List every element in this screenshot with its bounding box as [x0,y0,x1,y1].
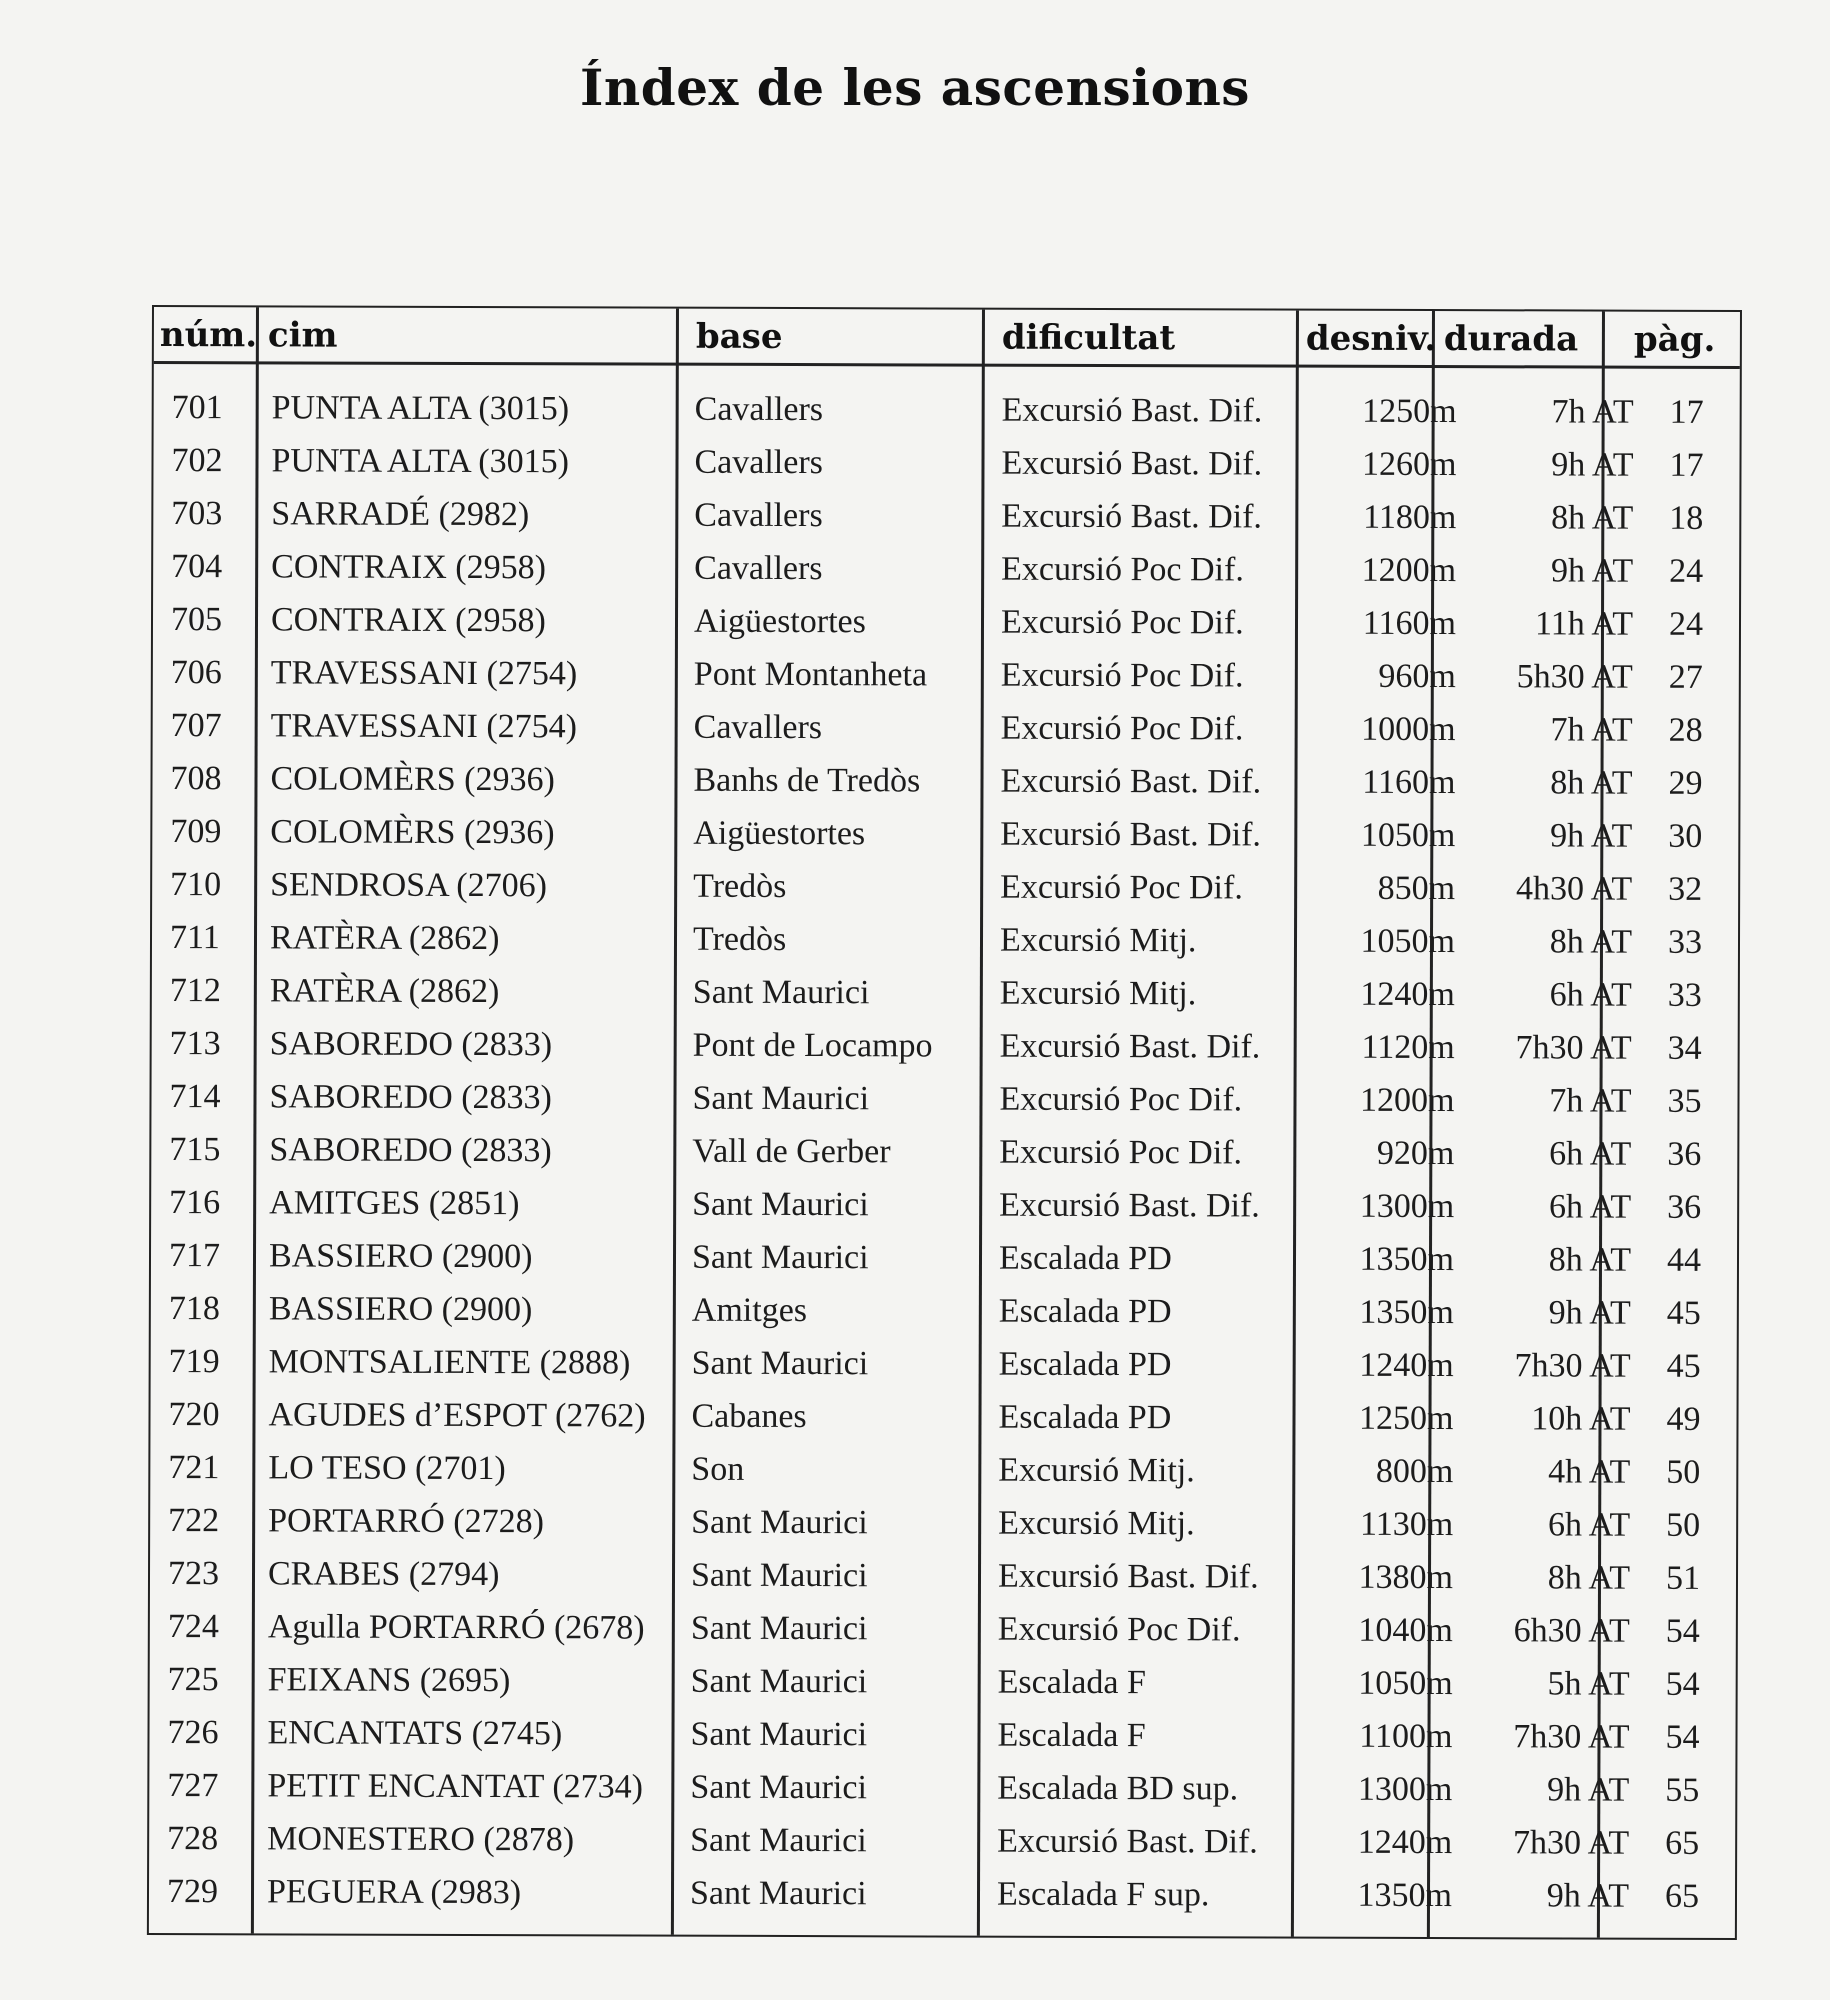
cell-desniv: 1250m [1358,1399,1454,1438]
cell-num: 701 [171,389,223,427]
table-row [152,1017,1738,1075]
cell-desniv: 1050m [1358,1664,1453,1703]
header-divider [154,361,1740,368]
table-row [153,540,1739,598]
cell-base: Son [691,1450,745,1488]
table-row [151,1176,1737,1234]
cell-durada: 8h AT [1550,764,1633,802]
cell-durada: 8h AT [1549,923,1633,961]
cell-base: Sant Maurici [690,1768,867,1807]
cell-cim: FEIXANS (2695) [267,1661,511,1700]
cell-durada: 6h AT [1549,1135,1632,1173]
cell-base: Cavallers [693,708,823,747]
cell-base: Sant Maurici [690,1715,868,1754]
cell-pag: 24 [1669,552,1704,590]
table-row [151,1229,1737,1287]
cell-base: Cabanes [691,1397,807,1436]
cell-cim: TRAVESSANI (2754) [270,654,578,693]
cell-num: 703 [171,495,223,533]
table-row [152,805,1738,863]
cell-durada: 6h AT [1547,1506,1631,1544]
cell-cim: SENDROSA (2706) [270,866,547,905]
cell-dificultat: Escalada PD [998,1398,1172,1437]
cell-base: Sant Maurici [690,1821,867,1860]
cell-dificultat: Excursió Bast. Dif. [1001,391,1263,430]
cell-cim: AMITGES (2851) [269,1184,520,1223]
cell-durada: 9h AT [1547,1771,1630,1809]
cell-cim: LO TESO (2701) [268,1449,506,1488]
cell-dificultat: Escalada F [997,1663,1146,1702]
cell-durada: 9h AT [1548,1294,1631,1332]
cell-durada: 10h AT [1531,1400,1631,1438]
cell-dificultat: Excursió Poc Dif. [1000,868,1243,907]
header-durada: durada [1443,319,1579,360]
cell-desniv: 1180m [1363,498,1457,537]
cell-num: 727 [167,1767,219,1805]
cell-base: Cavallers [694,549,823,588]
cell-base: Aigüestortes [693,814,866,853]
table-row [150,1441,1736,1499]
cell-pag: 45 [1666,1347,1701,1385]
cell-pag: 36 [1667,1135,1702,1173]
cell-base: Pont Montanheta [693,655,928,694]
cell-desniv: 1040m [1358,1611,1453,1650]
cell-pag: 24 [1668,605,1704,643]
table-row [149,1706,1735,1764]
cell-durada: 9h AT [1546,1877,1630,1915]
cell-num: 724 [167,1608,219,1646]
cell-cim: ENCANTATS (2745) [267,1714,563,1753]
cell-pag: 54 [1665,1718,1700,1756]
cell-dificultat: Excursió Bast. Dif. [1001,497,1263,536]
cell-pag: 30 [1668,817,1703,855]
cell-base: Vall de Gerber [692,1132,891,1171]
cell-cim: PUNTA ALTA (3015) [271,389,570,428]
cell-durada: 6h AT [1548,1188,1632,1226]
table-row [152,911,1738,969]
cell-durada: 11h AT [1535,605,1634,643]
cell-durada: 7h30 AT [1512,1824,1630,1862]
cell-base: Tredòs [693,867,787,905]
cell-cim: CONTRAIX (2958) [271,548,547,587]
cell-base: Sant Maurici [691,1344,869,1383]
cell-pag: 17 [1669,393,1704,431]
cell-pag: 29 [1668,764,1703,802]
cell-pag: 18 [1669,499,1704,537]
cell-durada: 9h AT [1550,552,1634,590]
cell-base: Sant Maurici [690,1609,868,1648]
cell-pag: 34 [1667,1029,1702,1067]
cell-num: 702 [171,442,223,480]
table-row [150,1494,1736,1552]
cell-durada: 9h AT [1550,817,1633,855]
cell-cim: PEGUERA (2983) [266,1873,522,1912]
cell-pag: 35 [1667,1082,1702,1120]
cell-cim: BASSIERO (2900) [268,1237,533,1276]
cell-cim: SABOREDO (2833) [269,1025,553,1064]
cell-durada: 9h AT [1551,446,1634,484]
header-base: base [695,316,783,357]
cell-dificultat: Excursió Bast. Dif. [999,1027,1261,1066]
cell-base: Sant Maurici [692,973,870,1012]
cell-durada: 6h30 AT [1513,1612,1630,1650]
cell-num: 707 [170,707,222,745]
table-row [149,1812,1735,1870]
cell-base: Sant Maurici [692,1185,869,1224]
cell-desniv: 1240m [1359,1346,1454,1385]
cell-pag: 51 [1665,1559,1701,1597]
cell-desniv: 1300m [1359,1187,1455,1226]
cell-cim: Agulla PORTARRÓ (2678) [267,1608,645,1647]
cell-num: 706 [170,654,222,692]
cell-pag: 33 [1667,923,1703,961]
cell-cim: PUNTA ALTA (3015) [271,442,570,481]
cell-base: Sant Maurici [691,1503,868,1542]
cell-dificultat: Excursió Bast. Dif. [1000,815,1262,854]
cell-num: 728 [167,1820,219,1858]
cell-cim: SABOREDO (2833) [269,1131,552,1170]
cell-durada: 4h30 AT [1515,870,1633,908]
cell-desniv: 920m [1376,1134,1455,1173]
table-row [153,593,1739,651]
cell-desniv: 1200m [1359,1081,1455,1120]
cell-durada: 5h30 AT [1516,658,1633,696]
cell-desniv: 1100m [1359,1717,1453,1756]
table-row [150,1388,1736,1446]
cell-dificultat: Excursió Mitj. [999,921,1197,960]
cell-dificultat: Excursió Poc Dif. [1000,656,1244,695]
cell-desniv: 1350m [1357,1876,1453,1915]
cell-num: 714 [169,1078,221,1116]
cell-desniv: 850m [1377,869,1456,908]
cell-pag: 55 [1665,1771,1700,1809]
ascensions-table [147,305,1742,1940]
cell-num: 713 [169,1025,221,1063]
cell-dificultat: Excursió Poc Dif. [997,1610,1241,1649]
cell-cim: BASSIERO (2900) [268,1290,533,1329]
cell-desniv: 800m [1375,1452,1454,1491]
cell-desniv: 1350m [1359,1240,1455,1279]
cell-pag: 17 [1669,446,1704,484]
cell-num: 721 [168,1449,220,1487]
cell-pag: 49 [1666,1400,1701,1438]
table-row [153,699,1739,757]
cell-num: 716 [169,1184,221,1222]
cell-dificultat: Excursió Poc Dif. [1000,603,1244,642]
table-row [149,1759,1735,1817]
cell-dificultat: Escalada F sup. [996,1875,1210,1914]
cell-pag: 50 [1666,1506,1701,1544]
cell-num: 712 [169,972,221,1010]
cell-base: Cavallers [694,390,824,429]
cell-pag: 32 [1668,870,1703,908]
cell-base: Cavallers [694,496,823,535]
cell-durada: 7h30 AT [1514,1347,1631,1385]
cell-pag: 27 [1668,658,1703,696]
cell-dificultat: Excursió Bast. Dif. [999,1186,1260,1225]
cell-durada: 7h AT [1550,711,1633,749]
cell-pag: 33 [1667,976,1702,1014]
cell-dificultat: Excursió Bast. Dif. [1001,444,1263,483]
cell-pag: 54 [1665,1612,1700,1650]
cell-desniv: 1160m [1362,604,1457,643]
cell-num: 710 [170,866,222,904]
cell-pag: 50 [1666,1453,1701,1491]
table-row [151,1123,1737,1181]
table-row [150,1600,1736,1658]
cell-desniv: 1160m [1362,763,1456,802]
cell-num: 726 [167,1714,219,1752]
cell-pag: 45 [1666,1294,1701,1332]
cell-desniv: 1200m [1361,551,1457,590]
table-row [150,1653,1736,1711]
table-row [151,1335,1737,1393]
cell-cim: TRAVESSANI (2754) [270,707,578,746]
table-row [152,858,1738,916]
cell-dificultat: Excursió Mitj. [999,974,1197,1013]
cell-cim: MONESTERO (2878) [267,1820,575,1859]
cell-desniv: 1350m [1359,1293,1454,1332]
cell-base: Pont de Locampo [692,1026,933,1065]
table-row [152,752,1738,810]
cell-cim: CONTRAIX (2958) [270,601,546,640]
cell-cim: RATÈRA (2862) [269,972,500,1011]
cell-num: 704 [171,548,223,586]
cell-cim: COLOMÈRS (2936) [270,760,555,799]
cell-dificultat: Excursió Bast. Dif. [997,1822,1258,1861]
cell-durada: 8h AT [1547,1559,1631,1597]
cell-pag: 44 [1666,1241,1702,1279]
cell-num: 729 [166,1873,219,1911]
cell-desniv: 1130m [1359,1505,1454,1544]
cell-num: 709 [170,813,222,851]
cell-desniv: 1260m [1361,445,1457,484]
cell-cim: MONTSALIENTE (2888) [268,1343,631,1382]
cell-dificultat: Escalada BD sup. [997,1769,1239,1808]
cell-base: Cavallers [694,443,823,482]
cell-dificultat: Excursió Poc Dif. [999,1080,1243,1119]
table-row [150,1547,1736,1605]
table-row [151,1070,1737,1128]
cell-desniv: 1050m [1360,922,1456,961]
cell-dificultat: Escalada F [997,1716,1146,1755]
cell-num: 725 [167,1661,219,1699]
cell-num: 718 [168,1290,220,1328]
cell-num: 723 [167,1555,220,1593]
cell-num: 708 [170,760,222,798]
table-row [149,1865,1735,1923]
cell-cim: PETIT ENCANTAT (2734) [267,1767,644,1806]
cell-cim: CRABES (2794) [267,1555,500,1594]
cell-dificultat: Escalada PD [998,1292,1172,1331]
header-cim: cim [267,315,338,356]
cell-dificultat: Excursió Mitj. [998,1504,1195,1543]
cell-cim: SARRADÉ (2982) [271,495,530,534]
header-num: núm. [159,315,258,356]
cell-dificultat: Escalada PD [998,1239,1172,1278]
cell-pag: 65 [1664,1877,1700,1915]
cell-cim: COLOMÈRS (2936) [270,813,555,852]
cell-dificultat: Excursió Bast. Dif. [997,1557,1259,1596]
cell-desniv: 1250m [1362,392,1457,431]
header-pag: pàg. [1633,319,1716,360]
cell-cim: PORTARRÓ (2728) [268,1502,545,1541]
cell-desniv: 1120m [1361,1028,1455,1067]
cell-pag: 54 [1665,1665,1700,1703]
cell-num: 719 [168,1343,220,1381]
cell-desniv: 1000m [1361,710,1456,749]
cell-pag: 36 [1667,1188,1702,1226]
cell-desniv: 1300m [1357,1770,1453,1809]
cell-desniv: 1050m [1360,816,1456,855]
cell-num: 722 [168,1502,220,1540]
cell-dificultat: Escalada PD [998,1345,1172,1384]
cell-desniv: 1380m [1358,1558,1454,1597]
table-header [154,307,1740,360]
table-row [151,1282,1737,1340]
cell-base: Amitges [691,1291,808,1330]
table-row [153,646,1739,704]
cell-num: 715 [169,1131,221,1169]
cell-dificultat: Excursió Mitj. [998,1451,1195,1490]
table-row [153,434,1739,492]
cell-pag: 65 [1665,1824,1700,1862]
cell-base: Banhs de Tredòs [693,761,921,800]
cell-dificultat: Excursió Poc Dif. [999,1133,1243,1172]
cell-durada: 8h AT [1551,499,1634,537]
cell-desniv: 960m [1378,657,1456,696]
table-row [154,381,1740,439]
cell-num: 720 [168,1396,220,1434]
cell-base: Tredòs [692,920,787,958]
cell-num: 717 [168,1237,221,1275]
cell-desniv: 1240m [1360,975,1455,1014]
cell-durada: 5h AT [1547,1665,1630,1703]
table-row [152,964,1738,1022]
cell-base: Sant Maurici [690,1556,868,1595]
cell-cim: SABOREDO (2833) [269,1078,552,1117]
cell-base: Sant Maurici [689,1874,867,1913]
cell-pag: 28 [1668,711,1703,749]
cell-durada: 6h AT [1549,976,1632,1014]
cell-base: Sant Maurici [690,1662,868,1701]
cell-desniv: 1240m [1357,1823,1453,1862]
page-title: Índex de les ascensions [580,58,1250,117]
table-row [153,487,1739,545]
header-dificultat: dificultat [1001,317,1176,359]
cell-base: Sant Maurici [692,1079,870,1118]
cell-base: Sant Maurici [691,1238,869,1277]
cell-cim: RATÈRA (2862) [269,919,500,958]
cell-durada: 7h AT [1549,1082,1632,1120]
cell-durada: 7h30 AT [1515,1029,1632,1067]
cell-num: 711 [169,919,220,957]
cell-dificultat: Excursió Poc Dif. [1000,709,1244,748]
cell-dificultat: Excursió Poc Dif. [1001,550,1244,589]
cell-dificultat: Excursió Bast. Dif. [1000,762,1262,801]
cell-cim: AGUDES d’ESPOT (2762) [268,1396,646,1435]
cell-durada: 8h AT [1548,1241,1632,1279]
cell-durada: 7h AT [1551,393,1634,431]
cell-num: 705 [170,601,223,639]
header-desniv: desniv. [1305,318,1437,360]
cell-durada: 4h AT [1548,1453,1631,1491]
cell-base: Aigüestortes [693,602,866,641]
cell-durada: 7h30 AT [1513,1718,1630,1756]
table-body [149,381,1740,1923]
